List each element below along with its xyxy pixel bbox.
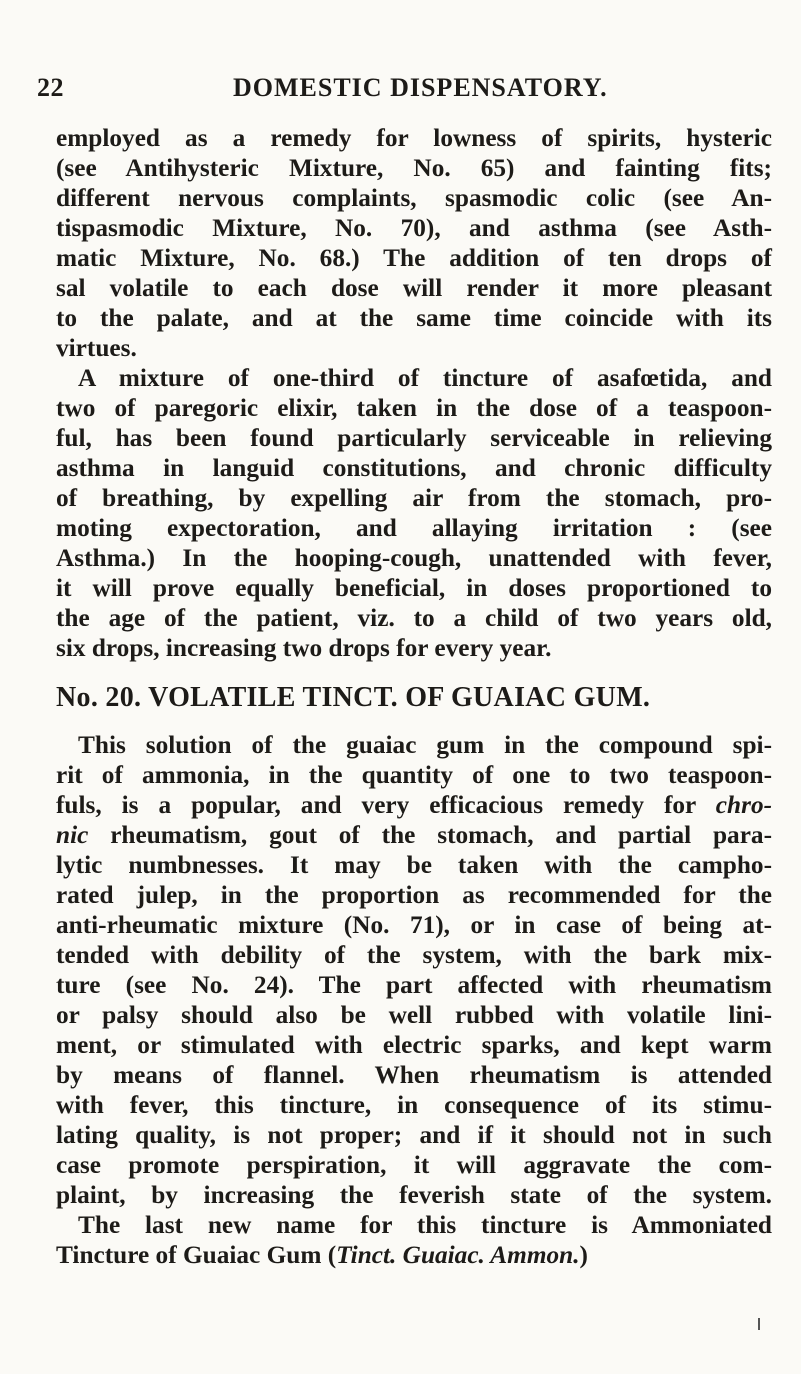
text-run: rheumatism, gout of the stomach, and partial para- (110, 821, 773, 849)
text-line: to the palate, and at the same time coincide with its (56, 304, 772, 332)
text-line: plaint, by increasing the feverish state of the system. (56, 1181, 772, 1209)
text-line: rated julep, in the proportion as recommended for the (56, 881, 772, 909)
text-line: with fever, this tincture, in consequence of its stimu- (56, 1091, 772, 1119)
paragraph-4 (56, 1210, 772, 1270)
text-line: by means of flannel. When rheumatism is attended (56, 1061, 772, 1089)
text-line: six drops, increasing two drops for every year. (56, 634, 552, 662)
text-line: employed as a remedy for lowness of spirits, hysteric (56, 124, 772, 152)
paragraph-3 (56, 730, 772, 1210)
text-line: lating quality, is not proper; and if it should not in such (56, 1121, 772, 1149)
text-line: asthma in languid constitutions, and chronic difficulty (56, 454, 772, 482)
text-line: of breathing, by expelling air from the stomach, pro- (56, 484, 772, 512)
text-line: A mixture of one-third of tincture of asafœtida, and (78, 364, 772, 392)
text-line: matic Mixture, No. 68.) The addition of ten drops of (56, 244, 772, 272)
text-line: different nervous complaints, spasmodic colic (see An- (56, 184, 772, 212)
text-line (56, 820, 772, 850)
text-line: tispasmodic Mixture, No. 70), and asthma (see Asth- (56, 214, 772, 242)
paragraph-2 (56, 363, 772, 663)
text-line: This solution of the guaiac gum in the compound spi- (78, 731, 772, 759)
body-text-upper (56, 123, 772, 663)
text-run: Tincture of Guaiac Gum ( (56, 1241, 337, 1269)
text-line: virtues. (56, 334, 137, 362)
text-run: fuls, is a popular, and very efficacious remedy for (56, 791, 696, 819)
italic-text: chro- (715, 791, 773, 819)
text-run: ) (579, 1241, 588, 1269)
text-line: lytic numbnesses. It may be taken with the campho- (56, 851, 772, 879)
text-line: The last new name for this tincture is Ammoniated (78, 1211, 772, 1239)
text-line: or palsy should also be well rubbed with volatile lini- (56, 1001, 772, 1029)
text-line: two of paregoric elixir, taken in the dose of a teaspoon- (56, 394, 772, 422)
text-line: case promote perspiration, it will aggravate the com- (56, 1151, 772, 1179)
paragraph-1 (56, 123, 772, 363)
italic-text: Tinct. Guaiac. Ammon. (336, 1241, 580, 1269)
text-line: it will prove equally beneficial, in doses proportioned to (56, 574, 772, 602)
text-line: ment, or stimulated with electric sparks, and kept warm (56, 1031, 772, 1059)
text-line (56, 790, 772, 820)
text-line: sal volatile to each dose will render it more pleasant (56, 274, 772, 302)
text-line: moting expectoration, and allaying irritation : (see (56, 514, 772, 542)
section-heading: No. 20. VOLATILE TINCT. OF GUAIAC GUM. (56, 682, 651, 713)
text-line: ful, has been found particularly serviceable in relieving (56, 424, 772, 452)
margin-mark (758, 1318, 760, 1330)
text-line: Asthma.) In the hooping-cough, unattended with fever, (56, 544, 772, 572)
text-line: rit of ammonia, in the quantity of one to two teaspoon- (56, 761, 772, 789)
text-line: the age of the patient, viz. to a child of two years old, (56, 604, 772, 632)
text-line: (see Antihysteric Mixture, No. 65) and fainting fits; (56, 154, 772, 182)
text-line: tended with debility of the system, with the bark mix- (56, 941, 772, 969)
text-line: ture (see No. 24). The part affected with rheumatism (56, 971, 772, 999)
running-title: DOMESTIC DISPENSATORY. (233, 73, 608, 102)
page-number: 22 (37, 73, 64, 102)
italic-text: nic (56, 821, 89, 849)
text-line (56, 1240, 772, 1270)
text-line: anti-rheumatic mixture (No. 71), or in case of being at- (56, 911, 772, 939)
body-text-lower (56, 730, 772, 1270)
